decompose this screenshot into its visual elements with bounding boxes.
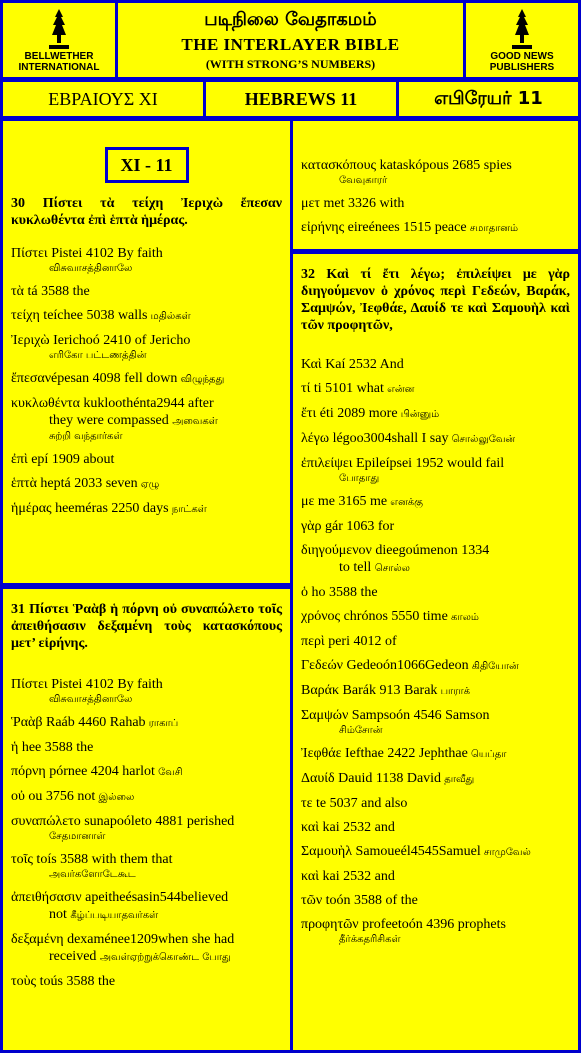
word-line: χρόνος chrónos 5550 time	[301, 609, 448, 624]
word-tamil: என்ன	[383, 384, 415, 395]
word-tamil: தீர்க்கதரிசிகள்	[339, 934, 401, 945]
word-entry	[301, 195, 570, 212]
word-entry	[301, 868, 570, 885]
word-continuation: to tell சொல்ல	[339, 560, 410, 575]
word-line: τοὺς toús 3588 the	[11, 974, 116, 989]
word-line: ὁ ho 3588 the	[301, 585, 378, 600]
word-line: τὰ tá 3588 the	[11, 284, 90, 299]
word-tamil: பின்னும்	[397, 409, 440, 420]
word-tamil: சாமுவேல்	[480, 847, 531, 858]
word-line: Πίστει Pistei 4102 By faith	[11, 677, 163, 692]
word-tamil: போதாது	[339, 473, 380, 484]
word-entry	[301, 682, 570, 700]
word-entry	[11, 973, 282, 990]
logo-right-line2: PUBLISHERS	[489, 62, 555, 73]
word-tamil: மதில்கள்	[147, 311, 191, 322]
word-line: Σαμψών Sampsoón 4546 Samson	[301, 708, 490, 723]
verse-31-continued-panel	[290, 118, 581, 252]
word-line: με me 3165 me	[301, 494, 388, 509]
book-greek: ΕΒΡΑΙΟΥΣ XI	[0, 79, 206, 119]
word-entry	[11, 307, 282, 325]
word-line: ἡμέρας heeméras 2250 days	[11, 501, 169, 516]
word-line: εἰρήνης eireénees 1515 peace	[301, 220, 467, 235]
word-entry	[301, 219, 570, 237]
word-tamil: சிம்சோன்	[339, 725, 383, 736]
logo-left-line1: BELLWETHER	[24, 51, 94, 62]
word-line: Γεδεών Gedeoón1066Gedeon	[301, 658, 469, 673]
verse-30-panel	[0, 118, 293, 586]
word-line: Ῥαὰβ Raáb 4460 Rahab	[11, 715, 146, 730]
word-tamil: எரிகோ பட்டணத்தின்	[49, 350, 147, 361]
verse-31-text: 31 Πίστει Ῥαὰβ ἡ πόρνη οὐ συναπώλετο τοῖς ἀπειθήσασιν δεξαμένη τοὺς κατασκόπους μετ’ εἰρήνης.	[11, 602, 282, 651]
word-tamil: தாவீது	[441, 774, 475, 785]
word-tamil: விழுந்தது	[177, 374, 225, 385]
word-tamil: இல்லை	[95, 792, 135, 803]
word-entry	[301, 518, 570, 535]
word-line: Ἰεφθάε Iefthae 2422 Jephthae	[301, 746, 468, 761]
word-entry	[11, 475, 282, 493]
title-block	[115, 0, 466, 80]
word-line: γὰρ gár 1063 for	[301, 519, 395, 534]
word-entry	[301, 633, 570, 650]
word-tamil: எனக்கு	[387, 497, 423, 508]
book-english: HEBREWS 11	[203, 79, 399, 119]
word-line: τείχη teíchee 5038 walls	[11, 308, 148, 323]
word-line: Πίστει Pistei 4102 By faith	[11, 246, 163, 261]
word-line: ἔπεσανépesan 4098 fell down	[11, 371, 178, 386]
word-tamil: சொல்லுவேன்	[448, 434, 516, 445]
word-line: καὶ kai 2532 and	[301, 869, 395, 884]
word-line: ἔτι éti 2089 more	[301, 406, 398, 421]
logo-left	[0, 0, 118, 80]
verse-30-words	[11, 245, 282, 518]
word-line: διηγούμενον dieegoúmenon 1334	[301, 543, 490, 558]
word-tamil: பாராக்	[437, 686, 471, 697]
word-tamil: சேதமானாள்	[49, 831, 106, 842]
title-tamil: படிநிலை வேதாகமம்	[204, 9, 377, 30]
verse-32-panel	[290, 251, 581, 1053]
word-tamil: அவர்களோடேகூட	[49, 869, 136, 880]
word-entry	[301, 745, 570, 763]
word-entry	[301, 795, 570, 812]
word-entry	[301, 608, 570, 626]
word-entry	[301, 916, 570, 947]
word-line: δεξαμένη dexaménee1209when she had	[11, 932, 235, 947]
word-tamil: சொல்ல	[374, 563, 410, 574]
word-line: λέγω légoo3004shall I say	[301, 431, 449, 446]
word-entry	[11, 739, 282, 756]
word-entry	[11, 889, 282, 924]
word-line: μετ met 3326 with	[301, 196, 405, 211]
word-entry	[301, 542, 570, 577]
logo-right-line1: GOOD NEWS	[490, 51, 554, 62]
word-line: προφητῶν profeetoón 4396 prophets	[301, 917, 506, 932]
word-continuation: they were compassed அவைகள்	[49, 413, 218, 428]
word-entry	[11, 851, 282, 882]
verse-31-continued-words	[301, 157, 570, 237]
word-entry	[11, 451, 282, 468]
word-line: ἑπτὰ heptá 2033 seven	[11, 476, 138, 491]
word-line: κυκλωθέντα kukloothénta2944 after	[11, 396, 214, 411]
verse-32-text: 32 Καὶ τί ἔτι λέγω; ἐπιλείψει με γὰρ διηγούμενον ὁ χρόνος περὶ Γεδεών, Βαράκ, Σαμψών, Ἰεφθάε, Δαυίδ τε καὶ Σαμουὴλ καὶ τῶν προφητῶν,	[301, 267, 570, 333]
logo-left-line2: INTERNATIONAL	[18, 62, 100, 73]
word-tamil: சுற்றி வந்தார்கள்	[49, 431, 123, 442]
logo-right	[463, 0, 581, 80]
verse-30-text: 30 Πίστει τὰ τείχη Ἰεριχὼ ἔπεσαν κυκλωθέντα ἐπὶ ἑπτὰ ἡμέρας.	[11, 196, 282, 228]
word-line: τί ti 5101 what	[301, 381, 384, 396]
word-line: τε te 5037 and also	[301, 796, 408, 811]
word-tamil: அவள்ஏற்றுக்கொண்ட போது	[99, 952, 231, 963]
word-entry	[301, 707, 570, 738]
word-entry	[301, 455, 570, 486]
verse-32-words	[301, 356, 570, 947]
good-news-logo-icon	[508, 7, 536, 51]
word-line: καὶ kai 2532 and	[301, 820, 395, 835]
word-line: Σαμουὴλ Samoueél4545Samuel	[301, 844, 481, 859]
word-entry	[301, 584, 570, 601]
book-tamil: எபிரேயர் 11	[396, 79, 581, 119]
word-line: Δαυίδ Dauid 1138 David	[301, 771, 442, 786]
word-line: περὶ peri 4012 of	[301, 634, 397, 649]
bellwether-logo-icon	[45, 7, 73, 51]
word-entry	[301, 770, 570, 788]
word-line: τῶν toón 3588 of the	[301, 893, 418, 908]
word-tamil: விசுவாசத்தினாலே	[49, 694, 133, 705]
verse-31-words	[11, 676, 282, 990]
word-entry	[301, 380, 570, 398]
word-entry	[11, 370, 282, 388]
word-entry	[11, 788, 282, 806]
word-tamil: விசுவாசத்தினாலே	[49, 263, 133, 274]
word-continuation: received அவள்ஏற்றுக்கொண்ட போது	[49, 949, 231, 964]
word-entry	[11, 763, 282, 781]
word-tamil: ஏழு	[137, 479, 160, 490]
word-entry	[11, 500, 282, 518]
word-entry	[301, 493, 570, 511]
word-tamil: ராகாப்	[145, 718, 179, 729]
word-entry	[301, 843, 570, 861]
word-entry	[11, 332, 282, 363]
word-line: τοῖς toís 3588 with them that	[11, 852, 173, 867]
word-line: Βαράκ Barák 913 Barak	[301, 683, 438, 698]
word-entry	[301, 892, 570, 909]
word-tamil: கீழ்ப்படியாதவர்கள்	[70, 910, 159, 921]
word-tamil: காலம்	[447, 612, 479, 623]
word-line: ἐπὶ epí 1909 about	[11, 452, 115, 467]
verse-31-panel	[0, 586, 293, 1053]
word-line: ἐπιλείψει Epileípsei 1952 would fail	[301, 456, 505, 471]
word-tamil: அவைகள்	[172, 416, 218, 427]
title-english: THE INTERLAYER BIBLE	[181, 35, 400, 54]
subtitle: (WITH STRONG’S NUMBERS)	[205, 57, 376, 71]
word-entry	[301, 819, 570, 836]
word-entry	[11, 395, 282, 444]
word-entry	[11, 813, 282, 844]
word-continuation: not கீழ்ப்படியாதவர்கள்	[49, 907, 159, 922]
word-entry	[301, 405, 570, 423]
word-entry	[301, 356, 570, 373]
word-line: ἡ hee 3588 the	[11, 740, 94, 755]
word-entry	[301, 657, 570, 675]
word-entry	[11, 283, 282, 300]
word-tamil: சமாதானம்	[466, 223, 519, 234]
word-line: συναπώλετο sunapoóleto 4881 perished	[11, 814, 235, 829]
word-tamil: கிதியோன்	[468, 661, 519, 672]
word-entry	[301, 430, 570, 448]
word-tamil: நாட்கள்	[168, 504, 207, 515]
word-line: Καὶ Kaí 2532 And	[301, 357, 404, 372]
word-line: ἀπειθήσασιν apeitheésasin544believed	[11, 890, 229, 905]
word-tamil: யெப்தா	[467, 749, 507, 760]
word-line: Ἰεριχὼ Ierichoó 2410 of Jericho	[11, 333, 191, 348]
word-line: οὐ ou 3756 not	[11, 789, 96, 804]
word-entry	[11, 931, 282, 966]
chapter-badge: XI - 11	[105, 147, 189, 183]
word-entry	[11, 245, 282, 276]
word-tamil: வேசி	[154, 767, 183, 778]
word-tamil: வேவுகாரர்	[339, 175, 388, 186]
word-entry	[11, 714, 282, 732]
word-line: κατασκόπους kataskópous 2685 spies	[301, 158, 512, 173]
word-entry	[11, 676, 282, 707]
word-entry	[301, 157, 570, 188]
word-line: πόρνη pórnee 4204 harlot	[11, 764, 155, 779]
